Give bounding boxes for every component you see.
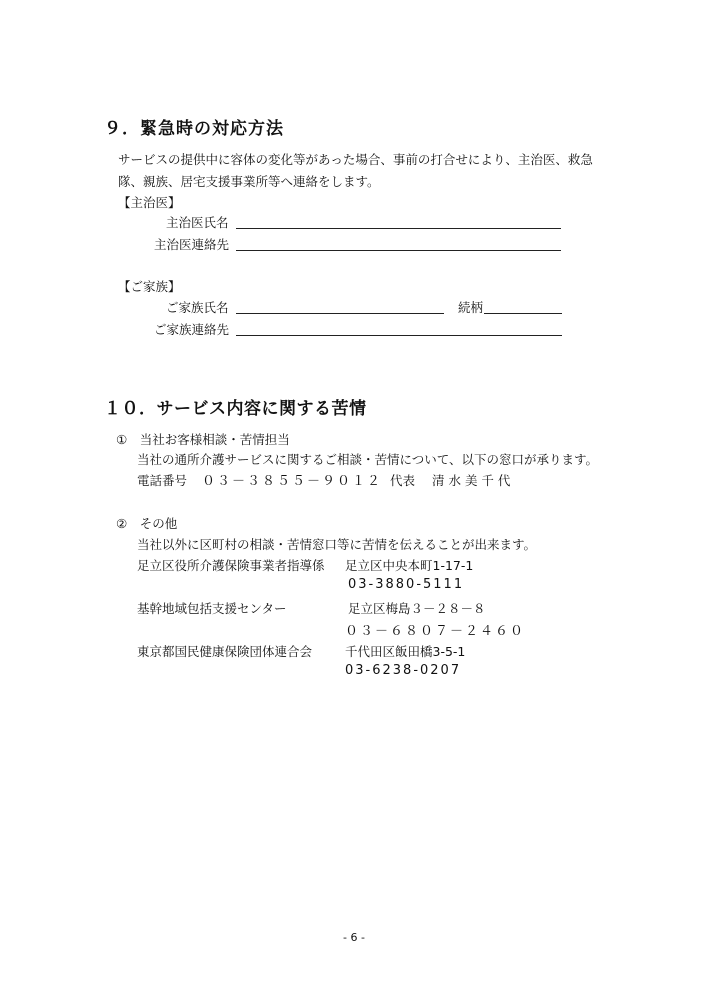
family-contact-label: ご家族連絡先	[154, 322, 230, 337]
section10-heading: １０．サービス内容に関する苦情	[104, 399, 367, 419]
page-number: - 6 -	[343, 931, 365, 944]
complaint-item1-title: ① 当社お客様相談・苦情担当	[116, 432, 290, 447]
complaint-phone-label: 電話番号	[137, 473, 188, 488]
contact-phone: ０３－６８０７－２４６０	[345, 624, 526, 639]
family-contact-underline[interactable]	[236, 335, 562, 336]
contact-address: 足立区梅島３－２８－８	[348, 601, 486, 616]
section9-intro-line1: サービスの提供中に容体の変化等があった場合、事前の打合せにより、主治医、救急	[118, 152, 593, 167]
family-name-label: ご家族氏名	[166, 300, 229, 315]
doctor-name-label: 主治医氏名	[166, 215, 229, 230]
doctor-group-label: 【主治医】	[118, 195, 181, 210]
family-relation-label: 続柄	[458, 300, 484, 315]
complaint-item1-description: 当社の通所介護サービスに関するご相談・苦情について、以下の窓口が承ります。	[137, 452, 599, 467]
family-group-label: 【ご家族】	[118, 279, 181, 294]
complaint-phone-number: ０３－３８５５－９０１２	[202, 474, 383, 489]
complaint-item2-description: 当社以外に区町村の相談・苦情窓口等に苦情を伝えることが出来ます。	[137, 537, 537, 552]
contact-name: 足立区役所介護保険事業者指導係	[137, 558, 325, 573]
contact-name: 東京都国民健康保険団体連合会	[137, 644, 313, 659]
contact-address: 千代田区飯田橋3-5-1	[345, 644, 466, 659]
contact-phone: 03-6238-0207	[345, 663, 462, 678]
doctor-name-underline[interactable]	[236, 228, 561, 229]
doctor-contact-underline[interactable]	[236, 250, 561, 251]
family-name-underline[interactable]	[236, 313, 444, 314]
representative-name: 清 水 美 千 代	[432, 473, 511, 488]
representative-label: 代表	[390, 473, 416, 488]
contact-name: 基幹地域包括支援センター	[137, 601, 287, 616]
section9-intro-line2: 隊、親族、居宅支援事業所等へ連絡をします。	[118, 174, 380, 189]
doctor-contact-label: 主治医連絡先	[154, 237, 230, 252]
complaint-item2-title: ② その他	[116, 516, 178, 531]
contact-phone: 03-3880-5111	[348, 577, 465, 592]
contact-address: 足立区中央本町1-17-1	[345, 558, 474, 573]
family-relation-underline[interactable]	[484, 313, 562, 314]
section9-heading: ９．緊急時の対応方法	[104, 119, 284, 139]
